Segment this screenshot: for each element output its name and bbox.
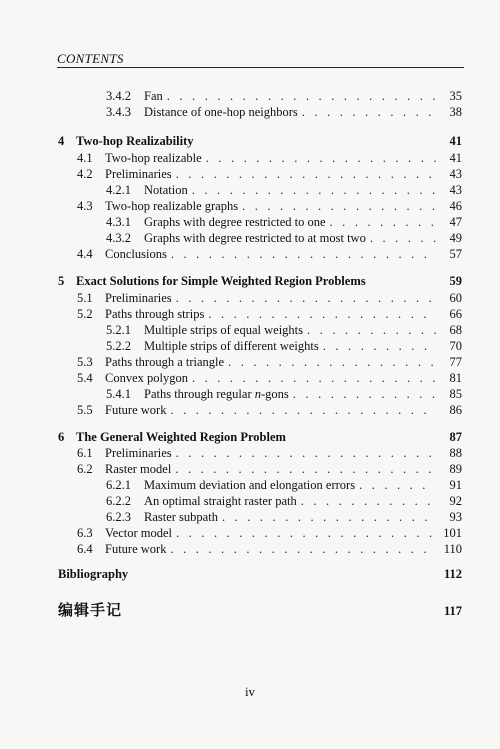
toc-entry-title: Distance of one-hop neighbors [144, 105, 298, 119]
toc-entry-number: 5 [58, 274, 65, 288]
toc-entry-page: 57 [449, 247, 462, 261]
dot-leader [222, 509, 436, 525]
toc-entry-title: Fan [144, 89, 163, 103]
toc-entry [106, 477, 462, 493]
toc-chapter-entry [58, 602, 462, 618]
toc-entry-page: 47 [449, 215, 462, 229]
dot-leader [167, 88, 436, 104]
toc-entry [77, 402, 462, 418]
toc-entry-title: The General Weighted Region Problem [76, 430, 286, 444]
italic-variable: n [254, 387, 261, 401]
dot-leader [302, 104, 436, 120]
toc-entry-page: 110 [443, 542, 462, 556]
toc-entry [106, 104, 462, 120]
dot-leader [301, 493, 436, 509]
toc-entry-page: 117 [443, 604, 462, 618]
toc-entry [106, 509, 462, 525]
toc-entry-title: Paths through a triangle [105, 355, 225, 369]
toc-entry-page: 60 [449, 291, 462, 305]
dot-leader [293, 386, 436, 402]
toc-entry-page: 101 [443, 526, 462, 540]
toc-entry [77, 306, 462, 322]
toc-entry-title: Paths through strips [105, 307, 205, 321]
toc-entry-title: Raster subpath [144, 510, 218, 524]
toc-entry-page: 88 [449, 446, 462, 460]
toc-entry-number: 4.3 [77, 199, 93, 213]
toc-entry-title: Conclusions [105, 247, 167, 261]
dot-leader [370, 230, 436, 246]
dot-leader [359, 477, 436, 493]
dot-leader [208, 306, 436, 322]
toc-entry-page: 77 [449, 355, 462, 369]
toc-entry-number: 5.5 [77, 403, 93, 417]
toc-entry-page: 46 [449, 199, 462, 213]
toc-entry-page: 49 [449, 231, 462, 245]
toc-entry-page: 91 [449, 478, 462, 492]
toc-entry-title: Multiple strips of different weights [144, 339, 319, 353]
toc-entry [106, 338, 462, 354]
toc-entry-number: 3.4.2 [106, 89, 131, 103]
dot-leader [330, 214, 436, 230]
toc-entry-number: 5.2 [77, 307, 93, 321]
toc-entry [77, 198, 462, 214]
toc-entry-number: 6.4 [77, 542, 93, 556]
toc-entry-page: 41 [449, 151, 462, 165]
toc-entry-page: 35 [449, 89, 462, 103]
toc-entry-page: 92 [449, 494, 462, 508]
toc-entry-page: 43 [449, 183, 462, 197]
toc-entry-page: 43 [449, 167, 462, 181]
dot-leader [170, 541, 436, 557]
toc-entry [106, 322, 462, 338]
toc-entry-number: 4.3.1 [106, 215, 131, 229]
toc-entry [106, 214, 462, 230]
toc-entry [77, 445, 462, 461]
toc-chapter-entry [58, 429, 462, 445]
toc-entry [77, 461, 462, 477]
toc-entry-title: Raster model [105, 462, 172, 476]
toc-entry [106, 230, 462, 246]
toc-entry-title: Bibliography [58, 567, 129, 581]
dot-leader [228, 354, 436, 370]
toc-entry-title: Exact Solutions for Simple Weighted Region Problems [76, 274, 366, 288]
toc-entry-number: 3.4.3 [106, 105, 131, 119]
toc-entry-number: 6.2.1 [106, 478, 131, 492]
toc-entry-title: Maximum deviation and elongation errors [144, 478, 356, 492]
toc-entry-page: 41 [449, 134, 462, 148]
toc-chapter-entry [58, 133, 462, 149]
toc-entry-title: Graphs with degree restricted to one [144, 215, 326, 229]
toc-entry [77, 150, 462, 166]
dot-leader [323, 338, 436, 354]
toc-entry-title: Future work [105, 542, 167, 556]
toc-entry-number: 4.2 [77, 167, 93, 181]
dot-leader [307, 322, 436, 338]
toc-entry-title: 编辑手记 [58, 601, 123, 619]
dot-leader [192, 182, 436, 198]
toc-entry-number: 5.3 [77, 355, 93, 369]
page-number: iv [244, 684, 256, 699]
dot-leader [175, 461, 436, 477]
toc-entry [77, 246, 462, 262]
toc-entry-title: Two-hop realizable [105, 151, 202, 165]
toc-entry-title: Multiple strips of equal weights [144, 323, 304, 337]
toc-entry-title: Preliminaries [105, 167, 172, 181]
toc-entry-number: 4.3.2 [106, 231, 131, 245]
dot-leader [176, 525, 436, 541]
dot-leader [206, 150, 436, 166]
toc-entry-page: 85 [449, 387, 462, 401]
toc-entry [77, 290, 462, 306]
toc-entry-page: 87 [449, 430, 462, 444]
toc-entry-title: Preliminaries [105, 291, 172, 305]
toc-entry [106, 493, 462, 509]
toc-entry-number: 5.4.1 [106, 387, 131, 401]
toc-entry-page: 59 [449, 274, 462, 288]
toc-entry-number: 5.4 [77, 371, 93, 385]
toc-entry [77, 541, 462, 557]
dot-leader [171, 246, 436, 262]
toc-entry-page: 89 [449, 462, 462, 476]
toc-entry [106, 182, 462, 198]
toc-entry-title: Future work [105, 403, 167, 417]
toc-entry-number: 6.2.2 [106, 494, 131, 508]
dot-leader [170, 402, 436, 418]
dot-leader [192, 370, 436, 386]
toc-entry-number: 5.2.2 [106, 339, 131, 353]
toc-entry-page: 70 [449, 339, 462, 353]
toc-entry-title: Convex polygon [105, 371, 188, 385]
toc-entry-page: 38 [449, 105, 462, 119]
dot-leader [176, 166, 436, 182]
toc-entry-title: Vector model [105, 526, 172, 540]
running-header: CONTENTS [57, 51, 124, 66]
toc-entry-number: 6.2.3 [106, 510, 131, 524]
toc-entry-number: 4.4 [77, 247, 93, 261]
toc-entry-page: 93 [449, 510, 462, 524]
toc-entry [77, 525, 462, 541]
toc-entry-title: An optimal straight raster path [144, 494, 297, 508]
toc-entry-number: 6 [58, 430, 65, 444]
toc-entry [77, 370, 462, 386]
toc-entry-number: 6.1 [77, 446, 93, 460]
toc-entry-page: 66 [449, 307, 462, 321]
toc-entry [77, 166, 462, 182]
dot-leader [242, 198, 436, 214]
toc-entry-title: Notation [144, 183, 188, 197]
header-rule [57, 67, 464, 68]
toc-entry-number: 4 [58, 134, 65, 148]
toc-entry-number: 4.1 [77, 151, 93, 165]
toc-chapter-entry [58, 273, 462, 289]
toc-entry-title: Paths through regular n-gons [144, 387, 289, 401]
dot-leader [176, 290, 436, 306]
toc-entry-title: Preliminaries [105, 446, 172, 460]
toc-entry-page: 68 [449, 323, 462, 337]
toc-entry-number: 5.2.1 [106, 323, 131, 337]
dot-leader [176, 445, 436, 461]
toc-entry-title: Two-hop Realizability [76, 134, 194, 148]
toc-entry [77, 354, 462, 370]
toc-entry-page: 112 [443, 567, 462, 581]
toc-entry-page: 86 [449, 403, 462, 417]
toc-entry-page: 81 [449, 371, 462, 385]
toc-entry-number: 5.1 [77, 291, 93, 305]
toc-entry-number: 4.2.1 [106, 183, 131, 197]
toc-entry-number: 6.2 [77, 462, 93, 476]
toc-entry [106, 88, 462, 104]
toc-entry-title: Graphs with degree restricted to at most two [144, 231, 366, 245]
toc-entry-number: 6.3 [77, 526, 93, 540]
toc-chapter-entry [58, 566, 462, 582]
toc-entry-title: Two-hop realizable graphs [105, 199, 239, 213]
toc-entry [106, 386, 462, 402]
